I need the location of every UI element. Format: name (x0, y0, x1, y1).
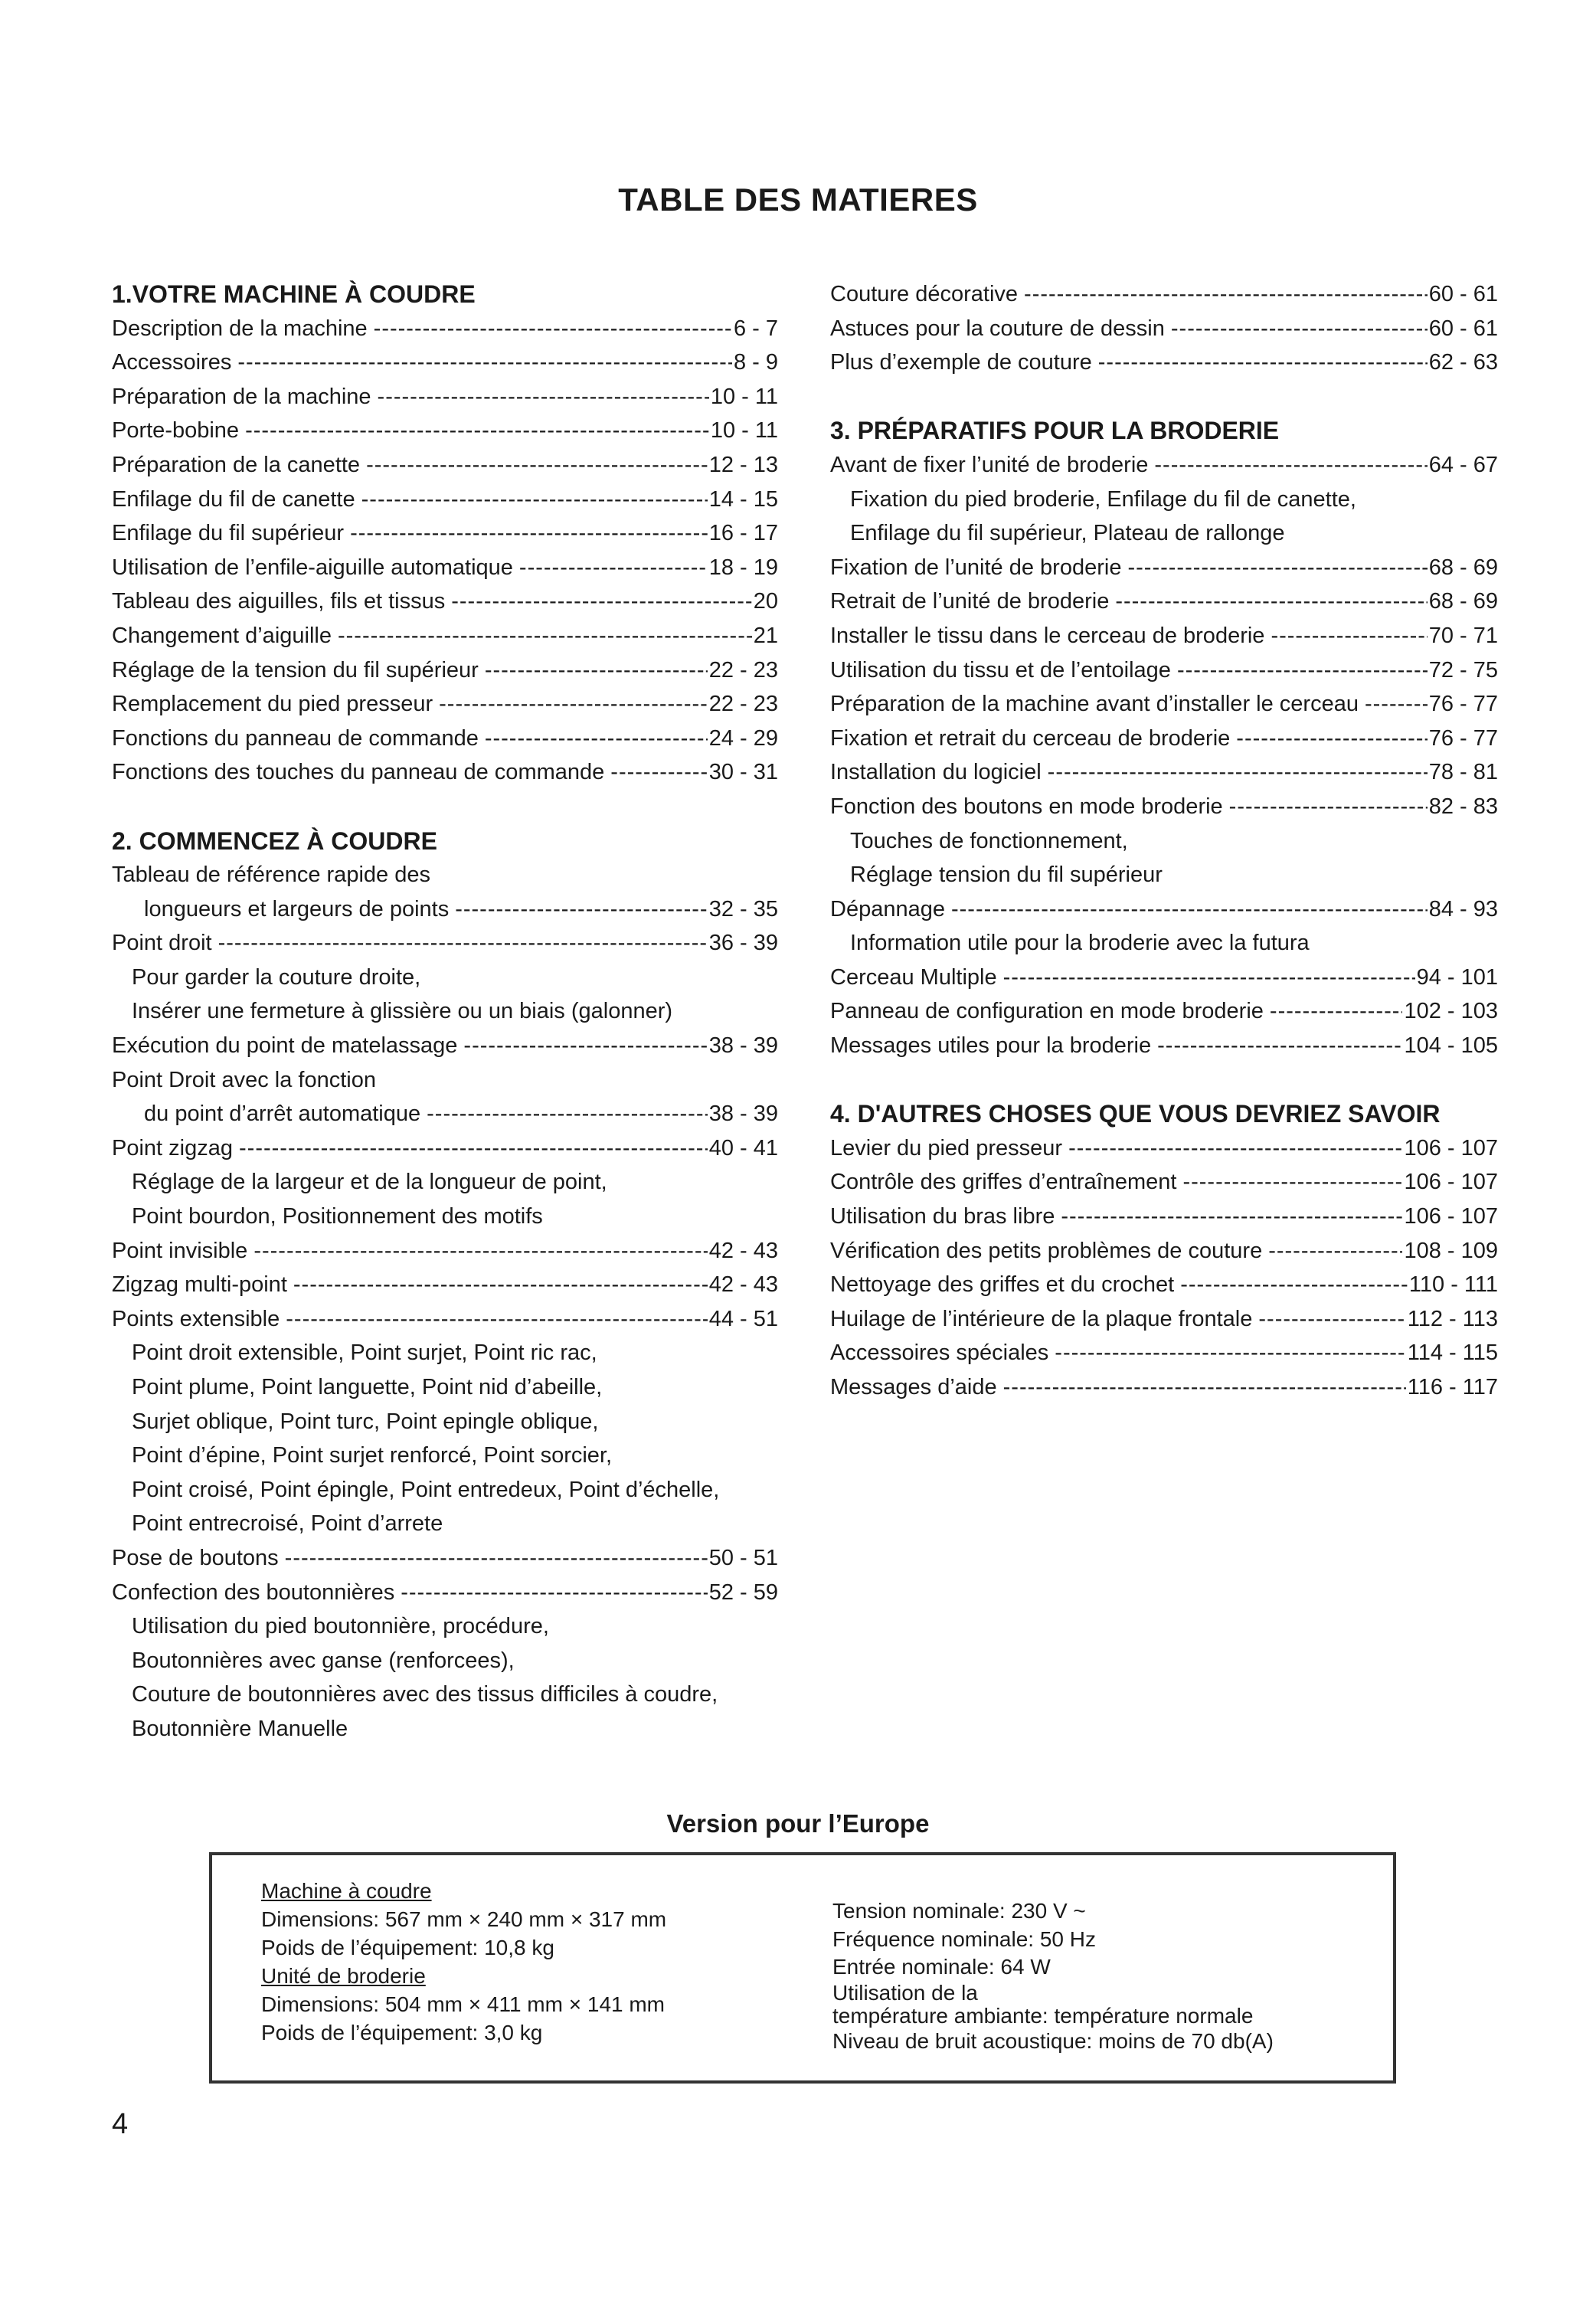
toc-entry-title: Plus d’exemple de couture (830, 350, 1092, 375)
dot-leader (463, 1029, 707, 1063)
toc-entry-title: Point droit (112, 931, 212, 956)
toc-right-column (830, 277, 1498, 1405)
toc-entry-pages: 68 - 69 (1428, 555, 1498, 580)
spacer (112, 790, 778, 824)
toc-entry (112, 1097, 778, 1131)
toc-subline: Réglage de la largeur et de la longueur de point, (132, 1170, 607, 1195)
dot-leader (1003, 961, 1415, 995)
toc-entry (830, 277, 1498, 312)
toc-entry-title: Fixation et retrait du cerceau de broderie (830, 725, 1231, 751)
toc-entry-title: Utilisation du tissu et de l’entoilage (830, 657, 1171, 683)
toc-entry-title: du point d’arrêt automatique (144, 1102, 421, 1127)
toc-entry-pages: 42 - 43 (708, 1238, 778, 1263)
toc-entry-title: Confection des boutonnières (112, 1579, 395, 1605)
toc-entry-title: Exécution du point de matelassage (112, 1033, 458, 1059)
dot-leader (1003, 1370, 1406, 1405)
toc-entry-pages: 8 - 9 (733, 350, 778, 375)
toc-subline: Pour garder la couture droite, (132, 964, 421, 990)
toc-entry (112, 516, 778, 551)
toc-entry-pages: 36 - 39 (708, 931, 778, 956)
toc-subline: Couture de boutonnières avec des tissus difficiles à coudre, (132, 1682, 718, 1707)
machine-dimensions: Dimensions: 567 mm × 240 mm × 317 mm (261, 1907, 667, 1931)
toc-entry (830, 551, 1498, 585)
unit-heading: Unité de broderie (261, 1964, 426, 1988)
version-title: Version pour l’Europe (666, 1809, 930, 1838)
toc-entry-pages: 76 - 77 (1428, 692, 1498, 717)
dot-leader (519, 551, 708, 585)
toc-entry-title: Enfilage du fil supérieur (112, 521, 345, 546)
toc-entry-pages: 24 - 29 (708, 725, 778, 751)
toc-entry-pages: 76 - 77 (1428, 725, 1498, 751)
toc-subline: Information utile pour la broderie avec la futura (850, 931, 1310, 956)
toc-subline: Surjet oblique, Point turc, Point epingle oblique, (132, 1409, 599, 1434)
usage-line-1: Utilisation de la (832, 1980, 978, 2005)
dot-leader (1182, 1165, 1402, 1200)
toc-entry-pages: 78 - 81 (1428, 760, 1498, 785)
dot-leader (1177, 653, 1428, 688)
toc-subline: Touches de fonctionnement, (850, 828, 1128, 853)
toc-entry (830, 619, 1498, 653)
dot-leader (293, 1268, 708, 1302)
toc-entry-pages: 18 - 19 (708, 555, 778, 580)
toc-entry (830, 345, 1498, 380)
toc-entry (112, 414, 778, 448)
dot-leader (1048, 755, 1428, 790)
toc-entry-title: Vérification des petits problèmes de couture (830, 1238, 1263, 1263)
toc-entry (112, 551, 778, 585)
dot-leader (1068, 1131, 1402, 1166)
section-heading: 3. PRÉPARATIFS POUR LA BRODERIE (830, 417, 1280, 445)
toc-entry (112, 1234, 778, 1268)
toc-entry-pages: 16 - 17 (708, 521, 778, 546)
toc-entry-title: Nettoyage des griffes et du crochet (830, 1272, 1175, 1298)
toc-subline: Tableau de référence rapide des (112, 863, 430, 888)
toc-entry (112, 483, 778, 517)
toc-entry-pages: 30 - 31 (708, 760, 778, 785)
toc-entry-title: Préparation de la machine (112, 384, 371, 409)
toc-entry (830, 448, 1498, 483)
toc-entry-pages: 42 - 43 (708, 1272, 778, 1298)
dot-leader (455, 892, 708, 927)
toc-entry-title: Installer le tissu dans le cerceau de broderie (830, 623, 1265, 648)
toc-subline: Point bourdon, Positionnement des motifs (132, 1204, 543, 1229)
toc-entry-pages: 70 - 71 (1428, 623, 1498, 648)
toc-entry-title: Points extensible (112, 1306, 280, 1331)
toc-entry-pages: 21 (753, 623, 778, 648)
usage-line-2: température ambiante: température normale (832, 2003, 1254, 2028)
toc-entry (830, 584, 1498, 619)
dot-leader (439, 687, 708, 722)
toc-entry-pages: 64 - 67 (1428, 452, 1498, 477)
toc-entry-title: Utilisation du bras libre (830, 1204, 1055, 1229)
dot-leader (1157, 1029, 1402, 1063)
unit-dimensions: Dimensions: 504 mm × 411 mm × 141 mm (261, 1992, 666, 2016)
rated-input: Entrée nominale: 64 W (832, 1955, 1051, 1979)
dot-leader (485, 653, 708, 688)
toc-subline: Utilisation du pied boutonnière, procédure, (132, 1614, 549, 1639)
section-heading: 4. D'AUTRES CHOSES QUE VOUS DEVRIEZ SAVOIR (830, 1100, 1441, 1128)
toc-entry-title: Fonction des boutons en mode broderie (830, 794, 1223, 819)
toc-entry (112, 619, 778, 653)
toc-entry (830, 1200, 1498, 1234)
toc-entry-pages: 68 - 69 (1428, 589, 1498, 614)
toc-subline: Point droit extensible, Point surjet, Point ric rac, (132, 1340, 597, 1366)
toc-entry (830, 722, 1498, 756)
dot-leader (951, 892, 1428, 927)
toc-entry (112, 755, 778, 790)
dot-leader (1258, 1302, 1405, 1337)
dot-leader (361, 483, 708, 517)
toc-entry (830, 1302, 1498, 1337)
toc-entry (830, 1370, 1498, 1405)
toc-entry (830, 1131, 1498, 1166)
toc-entry-pages: 94 - 101 (1416, 964, 1498, 990)
toc-subline: Fixation du pied broderie, Enfilage du fil de canette, (850, 486, 1356, 512)
toc-entry-pages: 12 - 13 (708, 452, 778, 477)
toc-subline: Insérer une fermeture à glissière ou un biais (galonner) (132, 999, 673, 1024)
toc-entry-pages: 60 - 61 (1428, 282, 1498, 306)
toc-entry-title: Couture décorative (830, 282, 1019, 306)
toc-entry-title: Utilisation de l’enfile-aiguille automatique (112, 555, 513, 580)
toc-subline: Boutonnière Manuelle (132, 1716, 348, 1741)
dot-leader (1268, 1234, 1402, 1268)
dot-leader (1061, 1200, 1402, 1234)
dot-leader (218, 926, 708, 961)
dot-leader (237, 345, 732, 380)
toc-entry (112, 380, 778, 414)
toc-entry-title: Réglage de la tension du fil supérieur (112, 657, 479, 683)
dot-leader (485, 722, 708, 756)
toc-entry-pages: 106 - 107 (1404, 1170, 1498, 1195)
toc-entry (830, 312, 1498, 346)
toc-entry (112, 1131, 778, 1166)
dot-leader (1271, 619, 1427, 653)
toc-entry-title: Point zigzag (112, 1135, 233, 1160)
toc-entry (830, 1165, 1498, 1200)
dot-leader (245, 414, 709, 448)
toc-entry-title: Point invisible (112, 1238, 248, 1263)
dot-leader (1180, 1268, 1408, 1302)
dot-leader (1365, 687, 1428, 722)
toc-entry-title: Retrait de l’unité de broderie (830, 589, 1110, 614)
toc-entry (830, 1268, 1498, 1302)
toc-entry (830, 961, 1498, 995)
unit-weight: Poids de l’équipement: 3,0 kg (261, 2021, 543, 2044)
toc-entry (830, 790, 1498, 824)
toc-entry-title: Contrôle des griffes d’entraînement (830, 1170, 1177, 1195)
dot-leader (338, 619, 752, 653)
toc-entry-title: Enfilage du fil de canette (112, 486, 355, 512)
machine-weight: Poids de l’équipement: 10,8 kg (261, 1936, 554, 1959)
toc-entry (830, 1234, 1498, 1268)
toc-subline: Point entrecroisé, Point d’arrete (132, 1511, 443, 1537)
toc-entry (830, 892, 1498, 927)
dot-leader (1171, 312, 1428, 346)
toc-entry-title: Pose de boutons (112, 1545, 279, 1570)
dot-leader (286, 1302, 707, 1337)
toc-entry-pages: 112 - 113 (1407, 1306, 1498, 1331)
toc-entry-pages: 22 - 23 (708, 692, 778, 717)
toc-entry (112, 1541, 778, 1576)
toc-entry-pages: 40 - 41 (708, 1135, 778, 1160)
dot-leader (374, 312, 732, 346)
toc-entry (830, 1029, 1498, 1063)
toc-entry-title: Messages d’aide (830, 1375, 997, 1399)
toc-entry (830, 1336, 1498, 1370)
toc-entry (830, 755, 1498, 790)
toc-subline: Point Droit avec la fonction (112, 1067, 376, 1092)
dot-leader (1154, 448, 1427, 483)
spec-right (832, 1897, 1274, 2055)
toc-entry-title: Accessoires spéciales (830, 1340, 1049, 1366)
toc-left-column (112, 277, 778, 1746)
dot-leader (1055, 1336, 1405, 1370)
toc-entry-title: Changement d’aiguille (112, 623, 332, 648)
toc-entry (112, 926, 778, 961)
toc-entry-pages: 108 - 109 (1404, 1238, 1498, 1263)
dot-leader (1098, 345, 1428, 380)
toc-entry (830, 994, 1498, 1029)
toc-subline: Enfilage du fil supérieur, Plateau de rallonge (850, 521, 1285, 546)
spacer (830, 1063, 1498, 1098)
toc-entry (112, 1302, 778, 1337)
toc-entry-pages: 106 - 107 (1404, 1135, 1498, 1160)
spec-left (261, 1877, 666, 2047)
toc-entry (112, 1268, 778, 1302)
spec-box (209, 1852, 1396, 2084)
toc-entry-pages: 6 - 7 (733, 316, 778, 341)
toc-entry-pages: 32 - 35 (708, 896, 778, 921)
rated-voltage: Tension nominale: 230 V ~ (832, 1899, 1086, 1923)
toc-subline: Point plume, Point languette, Point nid d’abeille, (132, 1375, 603, 1399)
toc-entry-title: Installation du logiciel (830, 760, 1042, 785)
toc-entry-pages: 20 (753, 589, 778, 614)
toc-entry-pages: 106 - 107 (1404, 1204, 1498, 1229)
dot-leader (610, 755, 707, 790)
toc-entry (112, 312, 778, 346)
section-heading: 2. COMMENCEZ À COUDRE (112, 827, 437, 855)
toc-entry (112, 345, 778, 380)
dot-leader (253, 1234, 707, 1268)
toc-entry-pages: 104 - 105 (1404, 1033, 1498, 1059)
spacer (830, 380, 1498, 414)
dot-leader (1127, 551, 1427, 585)
dot-leader (366, 448, 708, 483)
toc-entry (112, 1029, 778, 1063)
toc-entry-title: Zigzag multi-point (112, 1272, 287, 1298)
dot-leader (285, 1541, 708, 1576)
toc-subline: Boutonnières avec ganse (renforcees), (132, 1648, 515, 1673)
section-heading: 1.VOTRE MACHINE À COUDRE (112, 280, 476, 308)
toc-entry-pages: 116 - 117 (1407, 1375, 1498, 1399)
rated-frequency: Fréquence nominale: 50 Hz (832, 1926, 1096, 1951)
toc-entry-pages: 102 - 103 (1404, 999, 1498, 1024)
toc-entry-pages: 10 - 11 (710, 384, 778, 409)
toc-entry-pages: 38 - 39 (708, 1102, 778, 1127)
toc-entry-pages: 84 - 93 (1428, 896, 1498, 921)
toc-entry-pages: 82 - 83 (1428, 794, 1498, 819)
toc-entry-title: Fonctions du panneau de commande (112, 725, 479, 751)
machine-heading: Machine à coudre (261, 1879, 432, 1903)
toc-entry (112, 722, 778, 756)
toc-entry-title: Dépannage (830, 896, 945, 921)
toc-entry-pages: 62 - 63 (1428, 350, 1498, 375)
toc-entry (112, 653, 778, 688)
page-title: TABLE DES MATIERES (618, 182, 978, 218)
toc-entry-title: Cerceau Multiple (830, 964, 997, 990)
dot-leader (451, 584, 752, 619)
dot-leader (401, 1576, 708, 1610)
dot-leader (1115, 584, 1427, 619)
toc-entry-title: Description de la machine (112, 316, 368, 341)
dot-leader (350, 516, 708, 551)
toc-entry-pages: 38 - 39 (708, 1033, 778, 1059)
toc-entry (112, 687, 778, 722)
toc-entry-title: Porte-bobine (112, 418, 240, 444)
toc-entry (112, 892, 778, 927)
toc-entry (112, 584, 778, 619)
toc-entry-pages: 14 - 15 (708, 486, 778, 512)
toc-entry-title: Fixation de l’unité de broderie (830, 555, 1122, 580)
noise-level: Niveau de bruit acoustique: moins de 70 db(A) (832, 2028, 1274, 2053)
toc-entry-title: Astuces pour la couture de dessin (830, 316, 1165, 341)
toc-entry-pages: 10 - 11 (710, 418, 778, 444)
toc-entry-title: Avant de fixer l’unité de broderie (830, 452, 1149, 477)
dot-leader (1270, 994, 1403, 1029)
toc-entry-title: longueurs et largeurs de points (144, 896, 450, 921)
toc-entry-title: Accessoires (112, 350, 232, 375)
page-number: 4 (112, 2108, 129, 2140)
toc-entry-pages: 110 - 111 (1408, 1272, 1498, 1298)
toc-entry-title: Remplacement du pied presseur (112, 692, 433, 717)
toc-entry-title: Levier du pied presseur (830, 1135, 1063, 1160)
toc-entry-title: Huilage de l’intérieure de la plaque frontale (830, 1306, 1253, 1331)
toc-entry-title: Tableau des aiguilles, fils et tissus (112, 589, 446, 614)
toc-entry-pages: 50 - 51 (708, 1545, 778, 1570)
dot-leader (1236, 722, 1427, 756)
dot-leader (239, 1131, 708, 1166)
dot-leader (1229, 790, 1428, 824)
toc-subline: Point croisé, Point épingle, Point entredeux, Point d’échelle, (132, 1477, 720, 1502)
toc-entry (112, 448, 778, 483)
dot-leader (378, 380, 709, 414)
toc-entry-pages: 52 - 59 (708, 1579, 778, 1605)
dot-leader (427, 1097, 708, 1131)
dot-leader (1024, 277, 1428, 312)
toc-entry-pages: 114 - 115 (1407, 1340, 1498, 1366)
toc-subline: Réglage tension du fil supérieur (850, 863, 1163, 888)
toc-entry (830, 653, 1498, 688)
toc-entry-title: Messages utiles pour la broderie (830, 1033, 1152, 1059)
toc-entry-title: Préparation de la canette (112, 452, 361, 477)
toc-entry-title: Fonctions des touches du panneau de commande (112, 760, 605, 785)
toc-subline: Point d’épine, Point surjet renforcé, Point sorcier, (132, 1443, 613, 1468)
toc-entry-pages: 72 - 75 (1428, 657, 1498, 683)
toc-entry-pages: 60 - 61 (1428, 316, 1498, 341)
toc-entry-title: Préparation de la machine avant d’installer le cerceau (830, 692, 1359, 717)
toc-entry-title: Panneau de configuration en mode broderie (830, 999, 1264, 1024)
toc-entry-pages: 44 - 51 (708, 1306, 778, 1331)
toc-entry (112, 1576, 778, 1610)
toc-entry-pages: 22 - 23 (708, 657, 778, 683)
toc-entry (830, 687, 1498, 722)
